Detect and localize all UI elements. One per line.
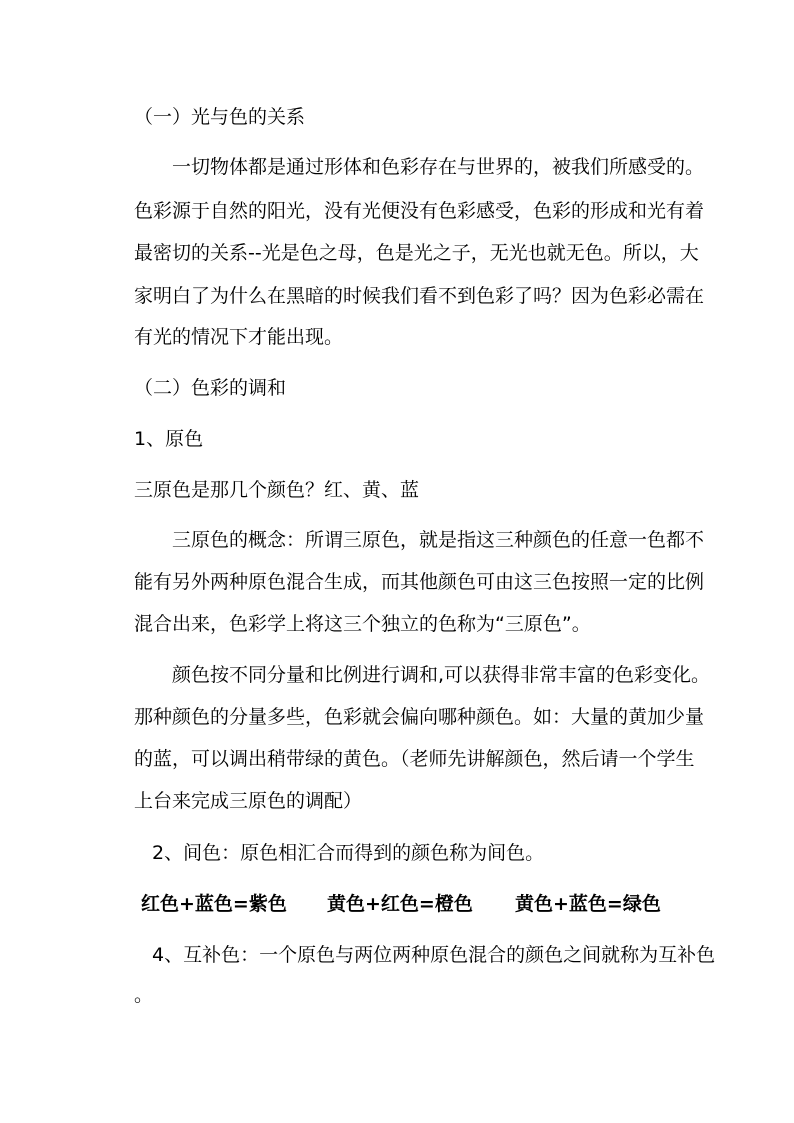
item-primary-colors: 1、原色	[134, 428, 204, 450]
paragraph-line: 色彩源于自然的阳光，没有光便没有色彩感受，色彩的形成和光有着	[134, 200, 705, 222]
paragraph-line: 有光的情况下才能出现。	[134, 326, 344, 348]
paragraph-line: 。	[134, 984, 154, 1006]
mix-purple: 红色+蓝色=紫色	[141, 893, 287, 915]
mix-green: 黄色+蓝色=绿色	[515, 893, 661, 915]
section-heading-light-and-color: （一）光与色的关系	[134, 106, 306, 128]
mix-orange: 黄色+红色=橙色	[327, 893, 473, 915]
paragraph-line: 最密切的关系--光是色之母，色是光之子，无光也就无色。所以，大	[134, 242, 699, 264]
paragraph-line: 一切物体都是通过形体和色彩存在与世界的，被我们所感受的。	[172, 156, 705, 178]
paragraph-line: 家明白了为什么在黑暗的时候我们看不到色彩了吗？因为色彩必需在	[134, 285, 705, 307]
paragraph-line: 能有另外两种原色混合生成，而其他颜色可由这三色按照一定的比例	[134, 571, 705, 593]
section-heading-color-harmony: （二）色彩的调和	[134, 377, 287, 399]
item-secondary-colors: 2、间色：原色相汇合而得到的颜色称为间色。	[152, 842, 545, 864]
paragraph-line: 混合出来，色彩学上将这三个独立的色称为“三原色”。	[134, 613, 591, 635]
paragraph-line: 上台来完成三原色的调配）	[134, 790, 363, 812]
paragraph-line: 那种颜色的分量多些，色彩就会偏向哪种颜色。如：大量的黄加少量	[134, 706, 705, 728]
paragraph-line: 的蓝，可以调出稍带绿的黄色。（老师先讲解颜色，然后请一个学生	[134, 748, 695, 770]
paragraph-line: 颜色按不同分量和比例进行调和,可以获得非常丰富的色彩变化。	[172, 664, 711, 686]
question-primary-colors: 三原色是那几个颜色？红、黄、蓝	[134, 479, 420, 501]
paragraph-line: 4、互补色：一个原色与两位两种原色混合的颜色之间就称为互补色	[152, 944, 716, 966]
paragraph-line: 三原色的概念：所谓三原色，就是指这三种颜色的任意一色都不	[172, 529, 705, 551]
